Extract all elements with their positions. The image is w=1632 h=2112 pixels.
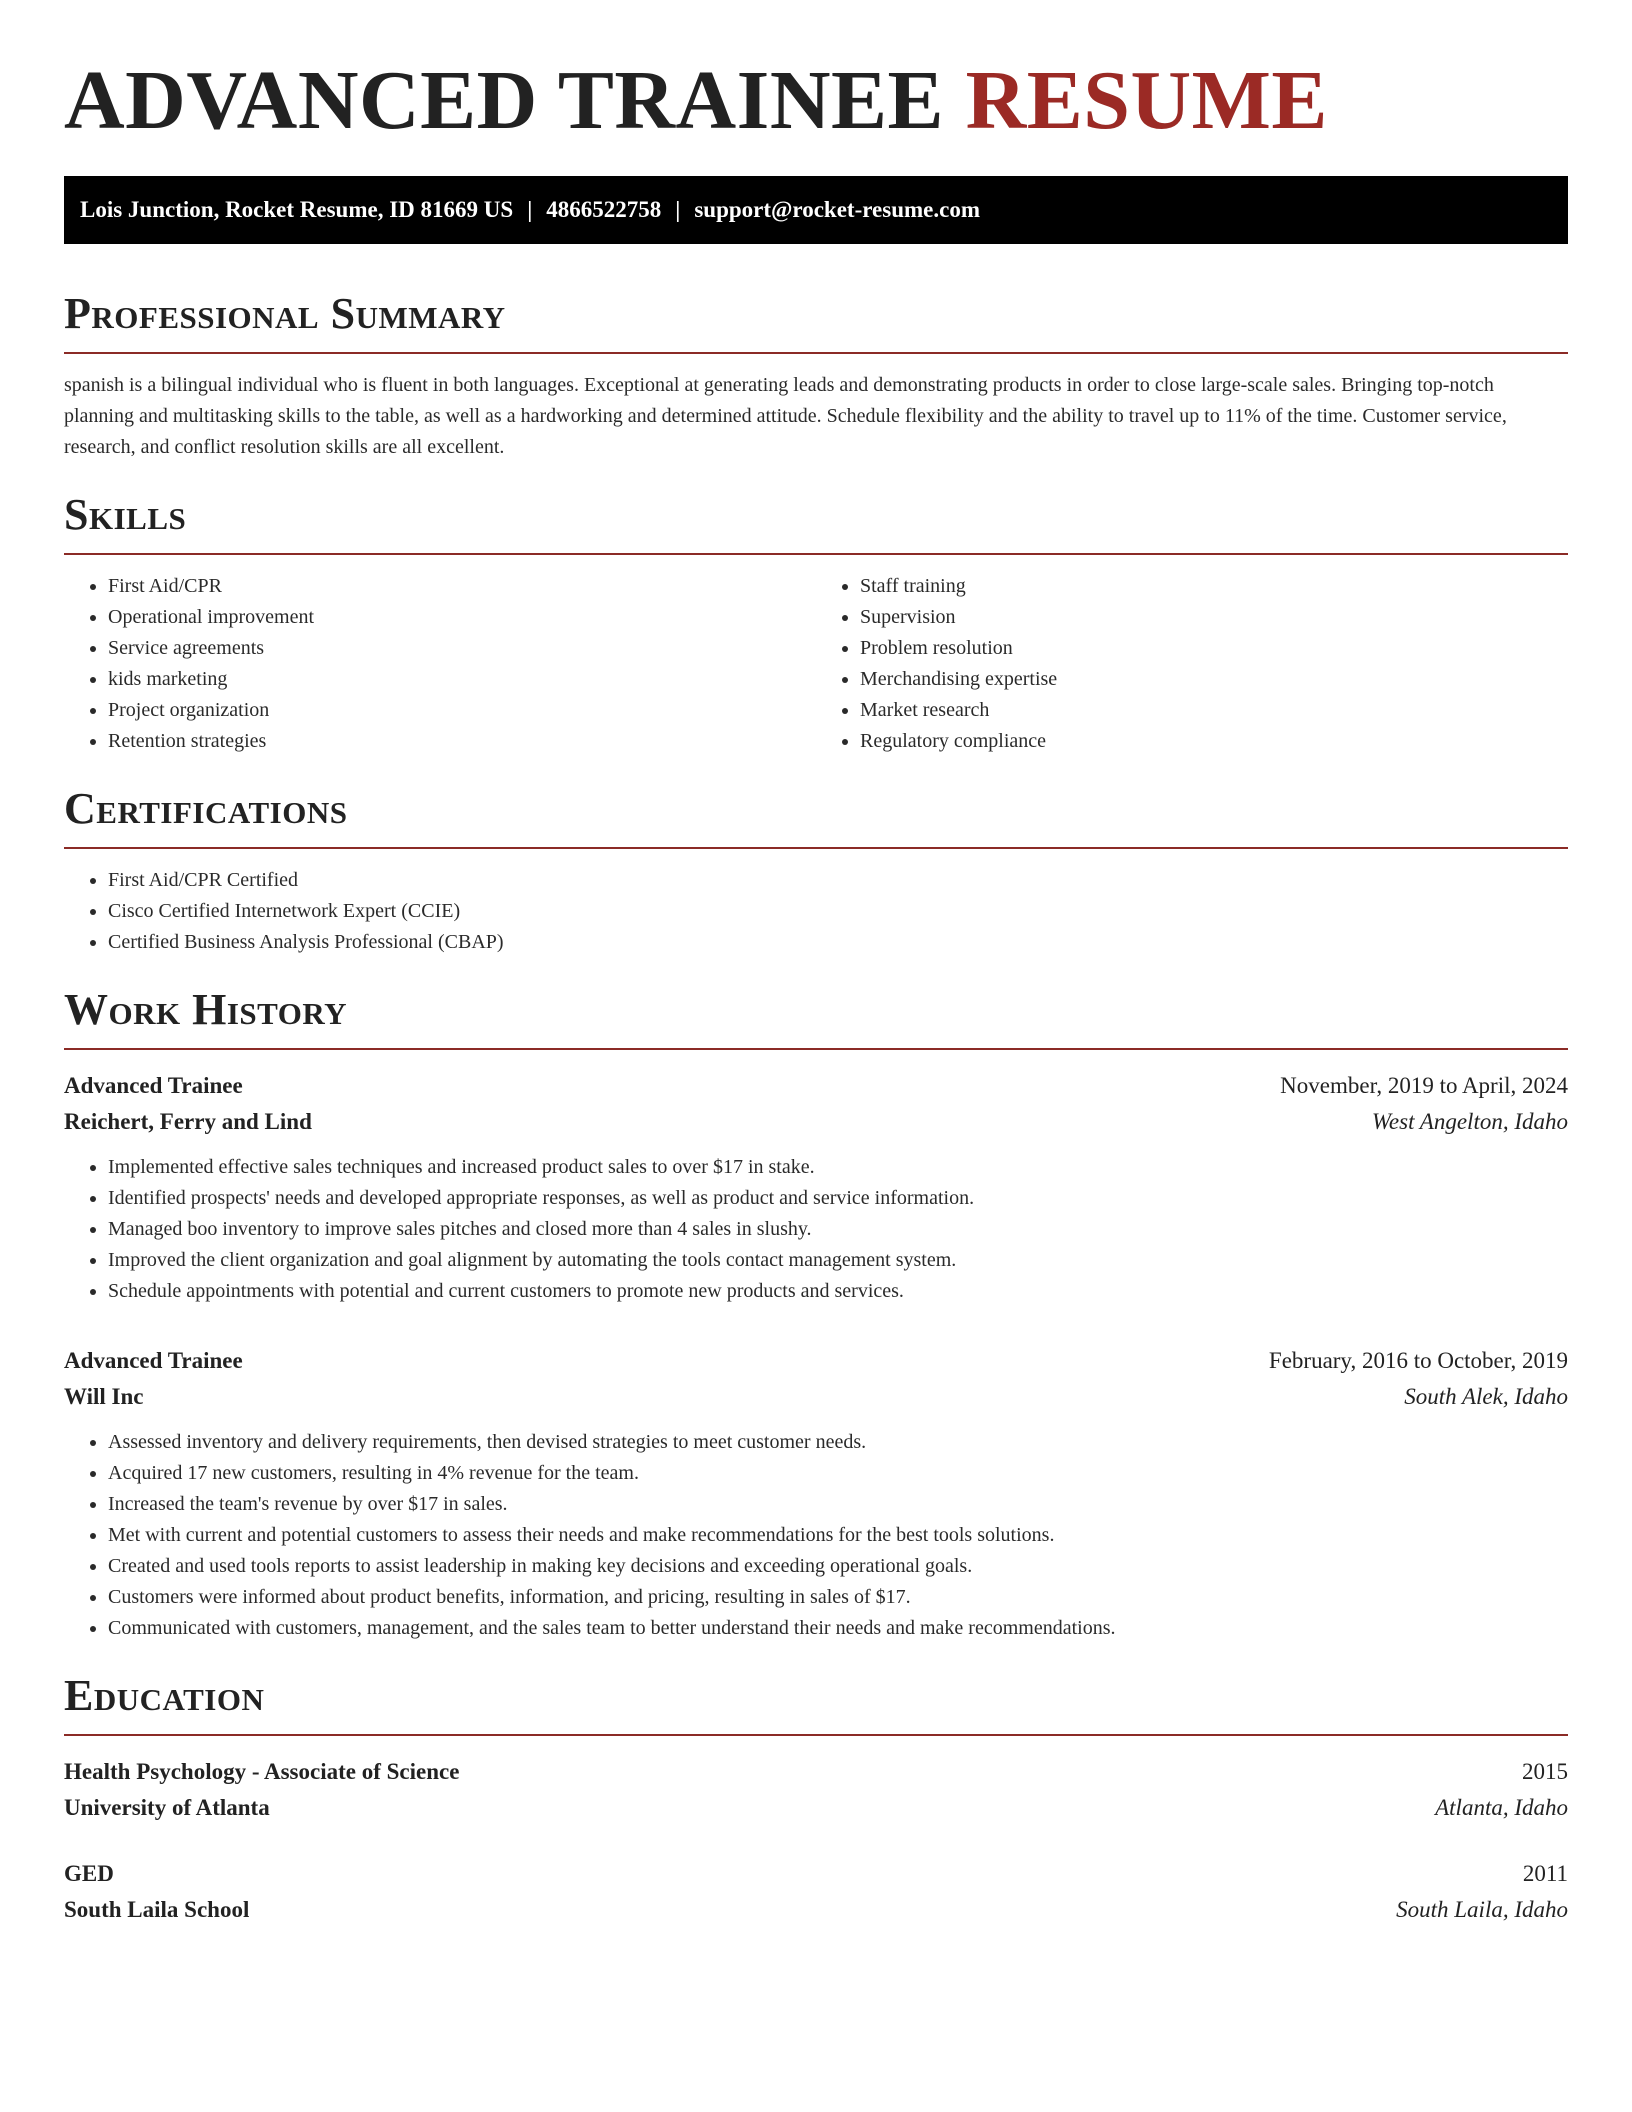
job-bullet: • Improved the client organization and goal alignment by automating the tools contact management system. — [108, 1245, 1568, 1276]
work-history-heading: Work History — [64, 984, 1568, 1050]
job-company-row — [64, 1379, 1568, 1415]
skill-item: • Merchandising expertise — [860, 664, 1568, 695]
skills-list-right — [816, 571, 1568, 757]
education-degree: Health Psychology - Associate of Science — [64, 1759, 460, 1784]
education-heading: Education — [64, 1670, 1568, 1736]
job-entry — [64, 1343, 1568, 1644]
job-dates: February, 2016 to October, 2019 — [1268, 1348, 1568, 1373]
job-title-row — [64, 1343, 1568, 1379]
education-entry — [64, 1856, 1568, 1928]
skill-item: • Retention strategies — [108, 726, 816, 757]
job-title-row — [64, 1068, 1568, 1104]
skill-item: • kids marketing — [108, 664, 816, 695]
job-location: South Alek, Idaho — [1404, 1384, 1568, 1409]
title-main: ADVANCED TRAINEE — [64, 54, 945, 147]
job-company: Reichert, Ferry and Lind — [64, 1109, 312, 1134]
title-accent: RESUME — [965, 54, 1328, 147]
job-bullet: • Assessed inventory and delivery requirements, then devised strategies to meet customer needs. — [108, 1427, 1568, 1458]
job-bullet: • Created and used tools reports to assist leadership in making key decisions and exceeding operational goals. — [108, 1551, 1568, 1582]
education-degree-row — [64, 1856, 1568, 1892]
job-bullet: • Schedule appointments with potential and current customers to promote new products and services. — [108, 1276, 1568, 1307]
summary-text: spanish is a bilingual individual who is fluent in both languages. Exceptional at generating leads and demonstrating products in order to close large-scale sales. Bringing top-notch planning and multitasking skills to the table, as well as a hardworking and determined attitude. Schedule flexibility and the ability to travel up to 11% of the time. Customer service, research, and conflict resolution skills are all excellent. — [64, 374, 1507, 458]
certifications-heading: Certifications — [64, 783, 1568, 849]
job-bullet: • Increased the team's revenue by over $17 in sales. — [108, 1489, 1568, 1520]
skills-list-left — [64, 571, 816, 757]
contact-separator: | — [527, 197, 533, 222]
certifications-section — [64, 783, 1568, 958]
education-school: South Laila School — [64, 1897, 250, 1922]
contact-email: support@rocket-resume.com — [694, 197, 980, 222]
skill-item: • Supervision — [860, 602, 1568, 633]
skills-columns — [64, 571, 1568, 757]
skills-section — [64, 489, 1568, 757]
contact-phone: 4866522758 — [546, 197, 662, 222]
contact-separator: | — [675, 197, 681, 222]
summary-section — [64, 288, 1568, 463]
education-school: University of Atlanta — [64, 1795, 270, 1820]
job-bullets — [64, 1152, 1568, 1307]
job-role: Advanced Trainee — [64, 1073, 243, 1098]
work-history-section — [64, 984, 1568, 1644]
education-section — [64, 1670, 1568, 1928]
certification-item: • First Aid/CPR Certified — [108, 865, 1568, 896]
contact-address: Lois Junction, Rocket Resume, ID 81669 US — [80, 197, 514, 222]
certification-item: • Certified Business Analysis Professional (CBAP) — [108, 927, 1568, 958]
job-bullet: • Identified prospects' needs and developed appropriate responses, as well as product and service information. — [108, 1183, 1568, 1214]
job-bullet: • Met with current and potential customers to assess their needs and make recommendations for the best tools solutions. — [108, 1520, 1568, 1551]
resume-title — [64, 0, 1568, 147]
job-dates: November, 2019 to April, 2024 — [1280, 1073, 1568, 1098]
skill-item: • Market research — [860, 695, 1568, 726]
skills-heading: Skills — [64, 489, 1568, 555]
job-location: West Angelton, Idaho — [1371, 1109, 1568, 1134]
job-bullet: • Managed boo inventory to improve sales pitches and closed more than 4 sales in slushy. — [108, 1214, 1568, 1245]
job-bullet: • Communicated with customers, management, and the sales team to better understand their needs and make recommendations. — [108, 1613, 1568, 1644]
skill-item: • Problem resolution — [860, 633, 1568, 664]
education-location: Atlanta, Idaho — [1435, 1795, 1568, 1820]
certification-item: • Cisco Certified Internetwork Expert (CCIE) — [108, 896, 1568, 927]
job-company: Will Inc — [64, 1384, 144, 1409]
skill-item: • Regulatory compliance — [860, 726, 1568, 757]
skill-item: • Project organization — [108, 695, 816, 726]
education-degree: GED — [64, 1861, 114, 1886]
education-school-row — [64, 1892, 1568, 1928]
skill-item: • Staff training — [860, 571, 1568, 602]
skill-item: • First Aid/CPR — [108, 571, 816, 602]
education-degree-row — [64, 1754, 1568, 1790]
skill-item: • Service agreements — [108, 633, 816, 664]
job-bullets — [64, 1427, 1568, 1644]
summary-heading: Professional Summary — [64, 288, 1568, 354]
job-role: Advanced Trainee — [64, 1348, 243, 1373]
job-bullet: • Customers were informed about product benefits, information, and pricing, resulting in sales of $17. — [108, 1582, 1568, 1613]
education-location: South Laila, Idaho — [1396, 1897, 1568, 1922]
contact-bar — [64, 176, 1568, 244]
job-entry — [64, 1068, 1568, 1307]
job-bullet: • Implemented effective sales techniques and increased product sales to over $17 in stake. — [108, 1152, 1568, 1183]
education-year: 2015 — [1522, 1759, 1568, 1784]
education-entry — [64, 1754, 1568, 1826]
job-bullet: • Acquired 17 new customers, resulting in 4% revenue for the team. — [108, 1458, 1568, 1489]
certifications-list — [64, 865, 1568, 958]
education-year: 2011 — [1522, 1861, 1568, 1886]
skill-item: • Operational improvement — [108, 602, 816, 633]
job-company-row — [64, 1104, 1568, 1140]
education-school-row — [64, 1790, 1568, 1826]
